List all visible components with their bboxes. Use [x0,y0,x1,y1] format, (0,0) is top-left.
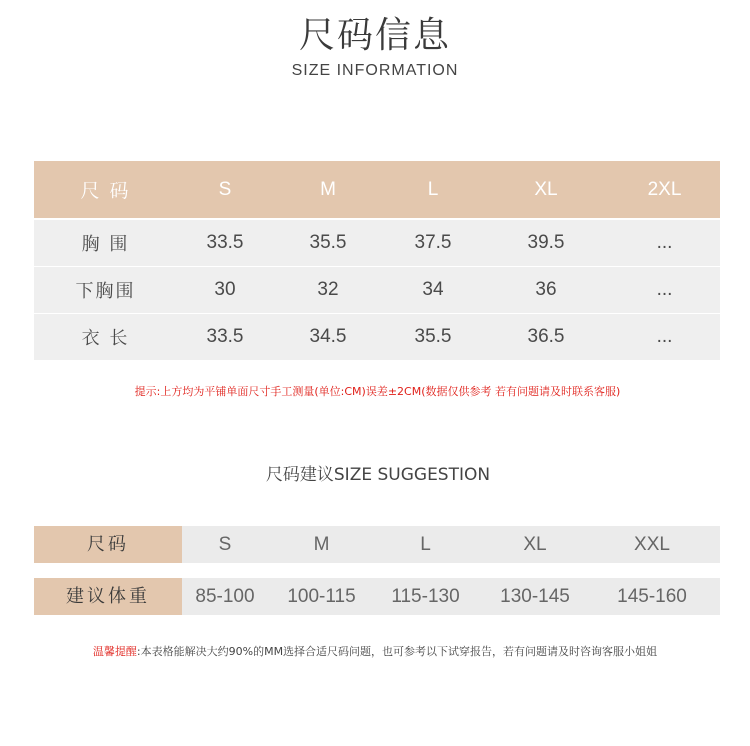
table-row [34,314,720,360]
suggestion-size-row [34,526,720,563]
tip-text: :本表格能解决大约90%的MM选择合适尺码问题，也可参考以下试穿报告，若有问题请及时咨询客服小姐姐 [136,645,658,658]
table-cell: 39.5 [527,232,565,253]
table-cell: S [218,533,232,555]
suggestion-weight-row [34,578,720,615]
row-label: 尺码 [34,526,182,563]
measurement-note: 提示:上方均为平铺单面尺寸手工测量(单位:CM)误差±2CM(数据仅供参考 若有问题请及时联系客服) [134,385,621,398]
page-title: 尺码信息 [298,15,451,56]
tip-note [0,643,750,659]
header-cell: XL [534,178,558,200]
table-cell: 36.5 [527,326,565,347]
table-row [34,267,720,313]
table-cell: 115-130 [391,585,460,607]
row-label: 衣 长 [81,328,130,349]
table-header-row [34,161,720,218]
table-cell: M [313,533,330,555]
header-cell: 尺 码 [80,180,131,202]
table-cell: XL [523,533,547,555]
tip-label: 温馨提醒 [92,645,137,658]
table-cell: 35.5 [414,326,452,347]
table-cell: L [420,533,431,555]
row-label: 下胸围 [75,281,136,302]
table-cell: 36 [535,279,557,300]
table-cell: 34.5 [309,326,347,347]
size-info-table [34,161,720,361]
page-subtitle: SIZE INFORMATION [291,62,459,79]
table-cell: 100-115 [287,585,356,607]
table-cell: 32 [317,279,339,300]
row-label: 胸 围 [81,234,130,255]
suggestion-title: 尺码建议SIZE SUGGESTION [265,465,491,485]
table-cell: ... [656,232,673,253]
table-cell: 145-160 [617,585,687,607]
table-cell: 85-100 [195,585,255,607]
header-cell: 2XL [647,178,682,200]
table-cell: 35.5 [309,232,347,253]
table-cell: ... [656,279,673,300]
table-cell: XXL [634,533,670,555]
table-cell: 30 [214,279,236,300]
table-cell: 33.5 [206,232,244,253]
row-label: 建议体重 [34,578,182,615]
header-cell: S [218,178,232,200]
table-cell: 33.5 [206,326,244,347]
header-cell: L [427,178,439,200]
table-row [34,220,720,266]
size-suggestion-table [34,526,720,615]
table-cell: 34 [422,279,444,300]
table-cell: 130-145 [500,585,570,607]
table-cell: ... [656,326,673,347]
header-cell: M [320,178,336,200]
table-cell: 37.5 [414,232,452,253]
